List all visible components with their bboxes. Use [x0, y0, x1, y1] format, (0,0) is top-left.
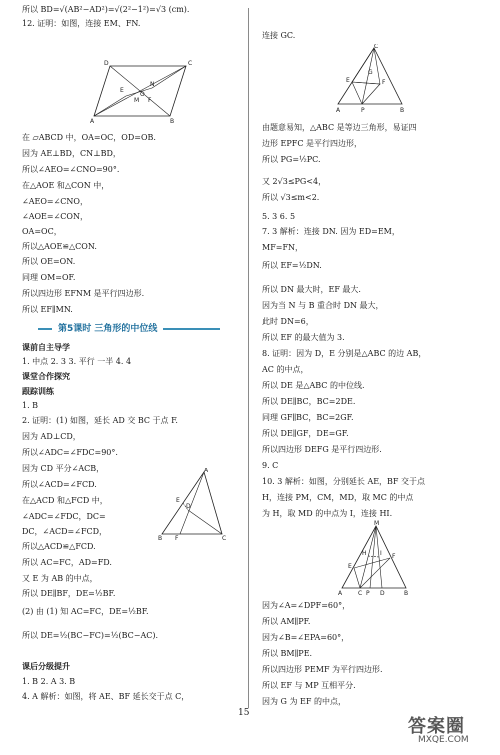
svg-text:B: B — [404, 590, 409, 596]
svg-text:D: D — [380, 590, 385, 596]
left-column-line: 所以△ACD≌△FCD. — [22, 542, 96, 551]
right-column-line: 7. 3 解析：连接 DN. 因为 ED=EM， — [262, 227, 400, 236]
watermark-url: MXQE.COM — [418, 735, 469, 745]
left-column-line: 所以∠AEO=∠CNO=90°. — [22, 165, 120, 174]
right-column-line: 因为∠B=∠EPA=60°， — [262, 633, 350, 642]
right-column-line: 因为当 N 与 B 重合时 DN 最大， — [262, 301, 384, 310]
left-column-line: 所以四边形 EFNM 是平行四边形. — [22, 289, 145, 298]
right-column-line: 因为∠A=∠DPF=60°， — [262, 601, 351, 610]
left-column-line: 课前自主导学 — [22, 342, 70, 352]
svg-text:A: A — [204, 468, 209, 474]
right-column-line: 所以 EF 的最大值为 3. — [262, 333, 345, 342]
page-number: 15 — [238, 708, 250, 718]
right-column-line: 所以 DN 最大时，EF 最大. — [262, 285, 361, 294]
left-column-line: 课后分级提升 — [22, 661, 70, 671]
left-column-line: 所以 DE=½(BC−FC)=½(BC−AC). — [22, 631, 159, 640]
left-column-line: 1. 中点 2. 3 3. 平行 一半 4. 4 — [22, 357, 132, 366]
right-column-line: 由题意易知，△ABC 是等边三角形，易证四 — [262, 123, 417, 132]
section-banner — [10, 322, 230, 336]
watermark-logo: 答案圈 — [408, 716, 465, 737]
svg-text:E: E — [346, 77, 350, 84]
right-column-line: 所以 DE∥GF，DE=GF. — [262, 429, 349, 438]
left-column-line: 因为 CD 平分∠ACB， — [22, 464, 105, 473]
right-column-line: 10. 3 解析：如图，分别延长 AE，BF 交于点 — [262, 477, 426, 486]
banner-title: 第5课时 三角形的中位线 — [52, 322, 163, 336]
svg-text:P: P — [366, 590, 370, 596]
svg-text:E: E — [176, 497, 180, 504]
right-column-line: 连接 GC. — [262, 31, 296, 40]
svg-text:C: C — [188, 60, 193, 67]
right-column-line: 所以 AM∥PF. — [262, 617, 311, 626]
left-column-line: 在△ACD 和△FCD 中， — [22, 496, 108, 505]
right-column-line: 所以 PG=½PC. — [262, 155, 321, 164]
left-column-line: 2. 证明：(1) 如图，延长 AD 交 BC 于点 F. — [22, 416, 178, 425]
svg-text:A: A — [338, 590, 343, 596]
right-column-line: 5. 3 6. 5 — [262, 212, 296, 221]
figure-triangle-q4 — [330, 44, 410, 114]
svg-text:G: G — [368, 69, 373, 76]
figure-triangle-q2 — [158, 468, 230, 540]
left-column-line: 在 ▱ABCD 中，OA=OC，OD=OB. — [22, 133, 156, 142]
left-column-line: 所以 EF∥MN. — [22, 305, 73, 314]
svg-text:H: H — [362, 550, 367, 557]
right-column-line: 所以 √3≤m<2. — [262, 193, 320, 202]
svg-text:C: C — [374, 44, 379, 50]
right-column-line: H，连接 PM，CM，MD，取 MC 的中点 — [262, 493, 414, 502]
left-column-line: 1. B 2. A 3. B — [22, 677, 76, 686]
svg-text:B: B — [158, 535, 163, 540]
right-column-line: 所以 DE 是△ABC 的中位线. — [262, 381, 365, 390]
left-column-line: 1. B — [22, 401, 39, 410]
left-column-line: 因为 AE⊥BD，CN⊥BD， — [22, 149, 121, 158]
left-column-line: ∠AOE=∠CON， — [22, 212, 88, 221]
svg-text:F: F — [382, 79, 386, 86]
right-column-line: 因为 G 为 EF 的中点， — [262, 697, 346, 706]
right-column-line: 所以四边形 PEMF 为平行四边形. — [262, 665, 383, 674]
svg-text:C: C — [222, 535, 227, 540]
svg-text:D: D — [104, 60, 109, 67]
svg-text:F: F — [392, 553, 396, 560]
left-column-line: 所以 BD=√(AB²−AD²)=√(2²−1²)=√3 (cm). — [22, 5, 190, 14]
right-column-line: 为 H，取 MD 的中点为 I，连接 HI. — [262, 509, 393, 518]
left-column-line: 所以 OE=ON. — [22, 257, 76, 266]
left-column-line: 所以△AOE≌△CON. — [22, 242, 97, 251]
svg-text:F: F — [148, 97, 152, 104]
right-column-line: 所以 BM∥PE. — [262, 649, 313, 658]
svg-text:F: F — [175, 535, 179, 540]
right-column-line: AC 的中点， — [262, 365, 309, 374]
right-column-line: 8. 证明：因为 D，E 分别是△ABC 的边 AB， — [262, 349, 427, 358]
left-column-line: ∠AEO=∠CNO， — [22, 197, 88, 206]
left-column-line: 因为 AD⊥CD， — [22, 432, 81, 441]
svg-text:B: B — [170, 118, 175, 124]
svg-text:M: M — [134, 97, 140, 104]
svg-text:E: E — [348, 563, 352, 570]
right-column-line: 所以四边形 DEFG 是平行四边形. — [262, 445, 382, 454]
right-column-line: MF=FN， — [262, 243, 303, 252]
left-column-line: ∠ADC=∠FDC，DC= — [22, 512, 106, 521]
left-column-line: 同理 OM=OF. — [22, 273, 76, 282]
left-column-line: 4. A 解析：如图，将 AE、BF 延长交于点 C， — [22, 692, 190, 701]
svg-text:P: P — [361, 107, 365, 114]
left-column-line: 课堂合作探究 — [22, 371, 70, 381]
right-column-line: 同理 GF∥BC，BC=2GF. — [262, 413, 354, 422]
left-column-line: 所以 AC=FC，AD=FD. — [22, 558, 112, 567]
left-column-line: DC，∠ACD=∠FCD， — [22, 527, 108, 536]
figure-parallelogram — [90, 58, 200, 124]
right-column-line: 所以 DE∥BC，BC=2DE. — [262, 397, 356, 406]
left-column-line: 所以∠ADC=∠FDC=90°. — [22, 448, 118, 457]
svg-text:O: O — [140, 91, 145, 98]
svg-text:M: M — [374, 520, 380, 527]
right-column-line: 所以 EF=½DN. — [262, 261, 322, 270]
right-column-line: 9. C — [262, 461, 279, 470]
svg-text:D: D — [186, 503, 191, 510]
left-column-line: 12. 证明：如图，连接 EM、FN. — [22, 19, 141, 28]
left-column-line: 在△AOE 和△CON 中， — [22, 181, 110, 190]
figure-triangle-q10 — [336, 520, 412, 596]
left-column-line: 又 E 为 AB 的中点， — [22, 574, 98, 583]
svg-text:I: I — [380, 550, 382, 557]
right-column-line: 又 2√3≤PG<4， — [262, 177, 327, 186]
right-column-line: 所以 EF 与 MP 互相平分. — [262, 681, 356, 690]
left-column-line: (2) 由 (1) 知 AC=FC，DE=½BF. — [22, 607, 149, 616]
column-divider — [248, 8, 249, 708]
left-column-line: OA=OC， — [22, 227, 62, 236]
left-column-line: 所以 DE∥BF，DE=½BF. — [22, 589, 116, 598]
right-column-line: 边形 EPFC 是平行四边形， — [262, 139, 362, 148]
svg-text:E: E — [120, 87, 124, 94]
left-column-line: 所以∠ACD=∠FCD. — [22, 480, 97, 489]
svg-text:B: B — [400, 107, 405, 114]
svg-text:A: A — [336, 107, 341, 114]
svg-text:N: N — [150, 81, 155, 88]
svg-text:A: A — [90, 118, 95, 124]
right-column-line: 此时 DN=6， — [262, 317, 314, 326]
svg-text:C: C — [358, 590, 363, 596]
left-column-line: 跟踪训练 — [22, 386, 54, 396]
